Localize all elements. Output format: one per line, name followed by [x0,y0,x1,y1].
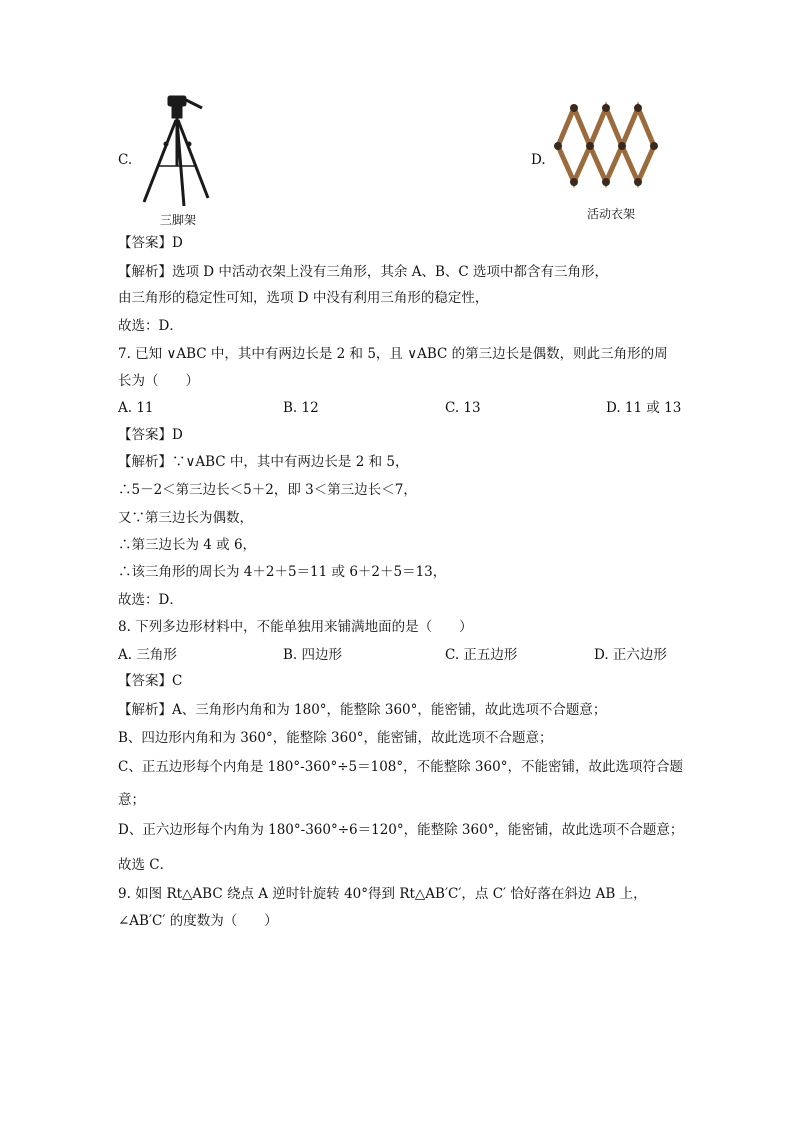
tripod-image [136,94,216,209]
option-d-letter: D. [531,152,546,168]
q7-option-b: B. 12 [283,400,319,416]
q8-option-b: B. 四边形 [283,647,343,663]
q8-analysis-line-5: D、正六边形每个内角为 180°-360°÷6＝120°，能整除 360°，能密铺，故此选项不合题意； [118,822,684,838]
q6-analysis-line-3: 故选：D． [118,318,183,334]
hanger-caption: 活动衣架 [587,207,636,221]
q7-option-c: C. 13 [445,400,481,416]
q6-answer: 【答案】D [118,235,183,251]
q8-stem: 8. 下列多边形材料中，不能单独用来铺满地面的是（ ） [118,619,473,635]
q8-option-c: C. 正五边形 [445,647,518,663]
q8-analysis-line-1: 【解析】A、三角形内角和为 180°，能整除 360°，能密铺，故此选项不合题意； [118,702,607,718]
q7-analysis-line-4: ∴第三边长为 4 或 6， [118,537,257,553]
q7-option-d: D. 11 或 13 [606,400,682,416]
q8-answer: 【答案】C [118,673,183,689]
q8-analysis-line-3: C、正五边形每个内角是 180°-360°÷5＝108°，不能整除 360°，不能密铺，故此选项符合题 [118,759,683,775]
q8-analysis-line-6: 故选 C． [118,857,174,873]
q7-stem-line-2: 长为（ ） [118,373,199,389]
tripod-caption: 三脚架 [160,213,197,227]
hanger-rack-image [552,102,662,192]
q8-option-d: D. 正六边形 [594,647,667,663]
q6-analysis-line-1: 【解析】选项 D 中活动衣架上没有三角形，其余 A、B、C 选项中都含有三角形， [118,264,608,280]
q6-analysis-line-2: 由三角形的稳定性可知，选项 D 中没有利用三角形的稳定性， [118,290,489,306]
q8-analysis-line-2: B、四边形内角和为 360°，能整除 360°，能密铺，故此选项不合题意； [118,730,553,746]
q9-stem-line-1: 9. 如图 Rt△ABC 绕点 A 逆时针旋转 40°得到 Rt△AB′C′，点 C′ 恰好落在斜边 AB 上， [118,886,647,902]
q7-analysis-line-1: 【解析】∵∨ABC 中，其中有两边长是 2 和 5， [118,454,409,470]
q7-analysis-line-3: 又∵第三边长为偶数， [118,510,253,526]
q7-answer: 【答案】D [118,427,183,443]
q7-stem-line-1: 7. 已知 ∨ABC 中，其中有两边长是 2 和 5，且 ∨ABC 的第三边长是偶数，则此三角形的周 [118,346,668,362]
option-c-letter: C. [118,152,133,168]
q8-option-a: A. 三角形 [118,647,177,663]
q8-analysis-line-4: 意； [118,792,145,808]
q7-analysis-line-2: ∴5－2＜第三边长＜5＋2，即 3＜第三边长＜7， [118,482,417,498]
q9-stem-line-2: ∠AB′C′ 的度数为（ ） [118,913,278,929]
q7-analysis-line-6: 故选：D． [118,592,183,608]
q7-option-a: A. 11 [118,400,154,416]
q7-analysis-line-5: ∴该三角形的周长为 4＋2＋5＝11 或 6＋2＋5＝13， [118,564,447,580]
